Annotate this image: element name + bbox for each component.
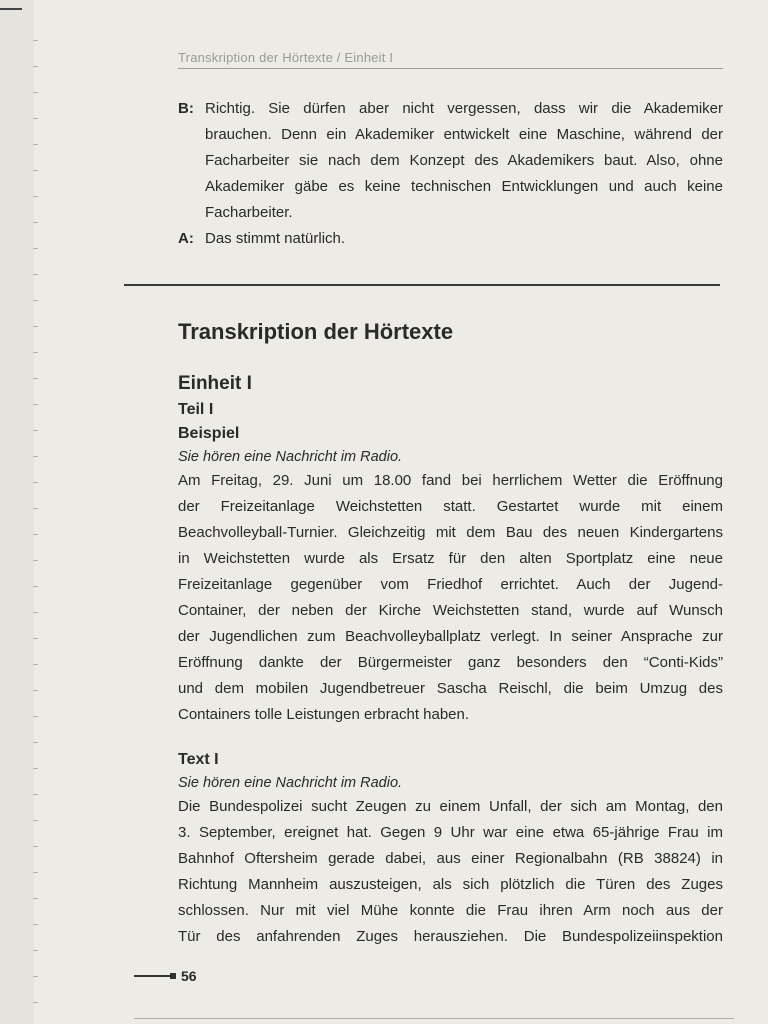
example-intro: Sie hören eine Nachricht im Radio. — [178, 449, 403, 465]
dialog-line: Akademiker gäbe es keine technischen Entwicklungen und auch keine — [205, 178, 723, 195]
dialog-line: A: Das stimmt natürlich. — [178, 226, 723, 252]
spine-tick — [33, 638, 38, 639]
spine-tick — [33, 404, 38, 405]
example-heading: Beispiel — [178, 425, 240, 442]
dialog-line: Facharbeiter. — [205, 204, 293, 221]
spine-tick — [33, 300, 38, 301]
spine-tick — [33, 430, 38, 431]
dialog-block — [178, 96, 723, 252]
spine-tick — [33, 66, 38, 67]
transcript-section — [178, 314, 723, 950]
text1-intro: Sie hören eine Nachricht im Radio. — [178, 775, 403, 791]
text-line: Bahnhof Oftersheim gerade dabei, aus einer Regionalbahn (RB 38824) in — [178, 850, 723, 867]
spine-tick — [33, 846, 38, 847]
corner-mark — [0, 8, 22, 10]
section-title: Transkription der Hörtexte — [178, 319, 454, 344]
example-paragraph — [178, 468, 723, 728]
text-line: Container, der neben der Kirche Weichstetten stand, wurde auf Wunsch — [178, 602, 723, 619]
text1-paragraph — [178, 794, 723, 950]
spine-tick — [33, 92, 38, 93]
spine-tick — [33, 144, 38, 145]
spine-tick — [33, 1002, 38, 1003]
footer-rule — [134, 975, 170, 977]
speaker-label: A: — [178, 230, 194, 247]
spine-tick — [33, 456, 38, 457]
part-title: Teil I — [178, 401, 214, 418]
spine-tick — [33, 326, 38, 327]
spine-tick — [33, 352, 38, 353]
spine-tick — [33, 274, 38, 275]
header-rule — [178, 68, 723, 69]
bottom-edge-rule — [134, 1018, 734, 1019]
text-line: Am Freitag, 29. Juni um 18.00 fand bei herrlichem Wetter die Eröffnung — [178, 472, 723, 489]
spine-tick — [33, 586, 38, 587]
spine-tick — [33, 690, 38, 691]
footer-square-icon — [170, 973, 176, 979]
text-line: Die Bundespolizei sucht Zeugen zu einem Unfall, der sich am Montag, den — [178, 798, 723, 815]
running-header: Transkription der Hörtexte / Einheit I — [178, 50, 394, 65]
text-line: Containers tolle Leistungen erbracht haben. — [178, 706, 470, 723]
spine-tick — [33, 482, 38, 483]
text-line: 3. September, ereignet hat. Gegen 9 Uhr war eine etwa 65-jährige Frau im — [178, 824, 723, 841]
spine-tick — [33, 716, 38, 717]
spine-tick — [33, 196, 38, 197]
page-footer — [134, 968, 197, 984]
text-line: der Jugendlichen zum Beachvolleyballplatz verlegt. In seiner Ansprache zur — [178, 628, 723, 645]
spine-tick — [33, 898, 38, 899]
spine-tick — [33, 378, 38, 379]
text-line: Freizeitanlage gegenüber vom Friedhof errichtet. Auch der Jugend- — [178, 576, 723, 593]
spine-tick — [33, 534, 38, 535]
spine-tick — [33, 40, 38, 41]
spine-tick — [33, 508, 38, 509]
book-spine-margin — [0, 0, 34, 1024]
spine-tick — [33, 222, 38, 223]
text-line: Beachvolleyball-Turnier. Gleichzeitig mit dem Bau des neuen Kindergartens — [178, 524, 723, 541]
spine-tick — [33, 248, 38, 249]
dialog-line: brauchen. Denn ein Akademiker entwickelt eine Maschine, während der — [205, 126, 723, 143]
spine-tick — [33, 976, 38, 977]
spine-tick — [33, 742, 38, 743]
section-divider — [124, 284, 720, 286]
spine-tick — [33, 924, 38, 925]
spine-tick — [33, 560, 38, 561]
unit-title: Einheit I — [178, 373, 252, 394]
text-line: Richtung Mannheim auszusteigen, als sich plötzlich die Türen des Zuges — [178, 876, 723, 893]
spine-tick — [33, 768, 38, 769]
spine-tick — [33, 664, 38, 665]
spine-tick — [33, 170, 38, 171]
text-line: und dem mobilen Jugendbetreuer Sascha Reischl, die beim Umzug des — [178, 680, 723, 697]
dialog-line: Facharbeiter sie nach dem Konzept des Akademikers baut. Also, ohne — [205, 152, 723, 169]
text-line: Tür des anfahrenden Zuges herausziehen. Die Bundespolizeiinspektion — [178, 928, 723, 945]
text-line: schlossen. Nur mit viel Mühe konnte die Frau ihren Arm noch aus der — [178, 902, 723, 919]
spine-tick — [33, 820, 38, 821]
spine-tick — [33, 118, 38, 119]
spine-tick — [33, 612, 38, 613]
text-line: der Freizeitanlage Weichstetten statt. Gestartet wurde mit einem — [178, 498, 723, 515]
dialog-line: B: Richtig. Sie dürfen aber nicht vergessen, dass wir die Akademiker — [178, 96, 723, 122]
text1-heading: Text I — [178, 751, 219, 768]
text-line: Eröffnung dankte der Bürgermeister ganz besonders den “Conti-Kids” — [178, 654, 723, 671]
spine-tick — [33, 950, 38, 951]
text-line: in Weichstetten wurde als Ersatz für den alten Sportplatz eine neue — [178, 550, 723, 567]
page-number: 56 — [181, 968, 197, 984]
speaker-label: B: — [178, 100, 194, 117]
spine-tick — [33, 794, 38, 795]
spine-tick — [33, 872, 38, 873]
